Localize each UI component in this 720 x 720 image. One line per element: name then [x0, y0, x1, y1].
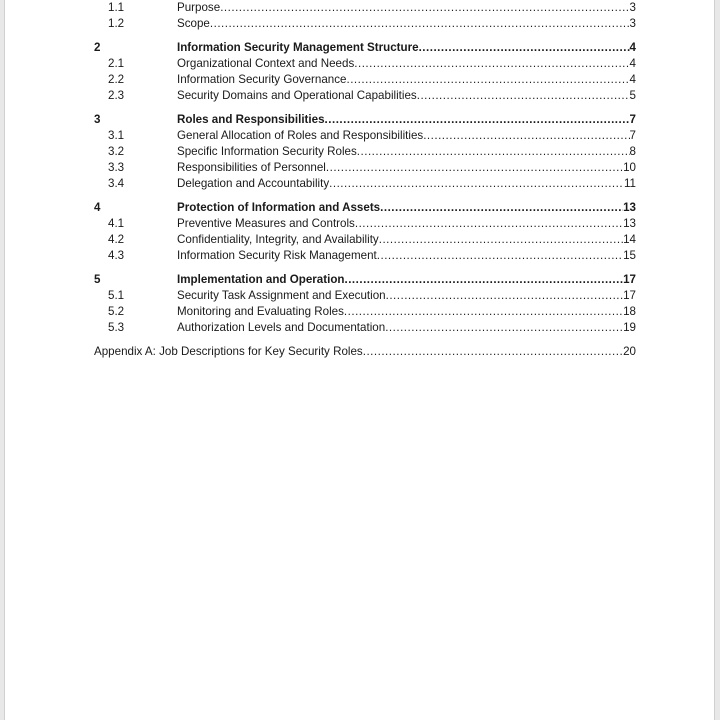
toc-dot-leader [326, 160, 623, 176]
toc-entry-number: 5.3 [108, 321, 125, 335]
toc-entry-title[interactable]: Security Task Assignment and Execution [177, 288, 386, 302]
toc-entry-page-number[interactable]: 3 [629, 1, 636, 14]
toc-dot-leader [355, 216, 623, 232]
toc-entry-number: 2.3 [108, 89, 125, 103]
toc-entry-page-number[interactable]: 4 [629, 56, 636, 70]
toc-entry-3-4[interactable] [91, 176, 636, 192]
toc-entry-page-number[interactable]: 4 [629, 40, 636, 54]
toc-entry-title[interactable]: Monitoring and Evaluating Roles [177, 304, 344, 318]
toc-entry-number: 4.1 [108, 216, 125, 230]
toc-entry-4-3[interactable] [91, 248, 636, 264]
toc-entry-title[interactable]: Protection of Information and Assets [177, 200, 381, 214]
toc-entry-title[interactable]: Roles and Responsibilities [177, 112, 325, 126]
toc-entry-page-number[interactable]: 7 [629, 112, 636, 126]
toc-dot-leader [344, 272, 623, 288]
toc-entry-number: 2 [94, 40, 101, 54]
toc-entry-5-2[interactable] [91, 304, 636, 320]
toc-entry-1-1[interactable] [91, 0, 636, 16]
toc-entry-number: 1.1 [108, 1, 125, 14]
toc-entry-number: 3 [94, 112, 101, 126]
toc-entry-number: 5 [94, 272, 101, 286]
toc-entry-line [177, 0, 636, 16]
toc-entry-page-number[interactable]: 19 [623, 321, 636, 335]
toc-dot-leader [380, 200, 623, 216]
toc-group-gap [91, 32, 636, 39]
toc-entry-number: 3.2 [108, 144, 125, 158]
toc-entry-title[interactable]: Information Security Management Structure [177, 40, 419, 54]
toc-entry-title[interactable]: Authorization Levels and Documentation [177, 321, 386, 335]
toc-entry-page-number[interactable]: 5 [629, 89, 636, 103]
toc-group-gap [91, 192, 636, 199]
toc-entry-line [177, 56, 636, 72]
toc-entry-4[interactable] [91, 200, 636, 216]
toc-dot-leader [357, 144, 630, 160]
toc-entry-line [177, 200, 636, 216]
toc-entry-line [177, 304, 636, 320]
toc-entry-line [177, 232, 636, 248]
toc-entry-title[interactable]: Specific Information Security Roles [177, 144, 357, 158]
toc-entry-page-number[interactable]: 13 [623, 200, 636, 214]
toc-entry-title[interactable]: Information Security Risk Management [177, 249, 377, 263]
toc-entry-page-number[interactable]: 14 [623, 233, 636, 246]
toc-entry-line [177, 216, 636, 232]
toc-entry-line [177, 40, 636, 56]
toc-dot-leader [385, 320, 623, 336]
toc-entry-page-number[interactable]: 10 [623, 161, 636, 175]
toc-entry-page-number[interactable]: 13 [623, 216, 636, 230]
toc-entry-page-number[interactable]: 8 [629, 144, 636, 158]
toc-dot-leader [377, 248, 623, 264]
toc-entry-appendix[interactable] [91, 344, 636, 360]
toc-entry-title[interactable]: Delegation and Accountability [177, 177, 330, 191]
toc-entry-page-number[interactable]: 7 [629, 128, 636, 142]
toc-entry-page-number[interactable]: 17 [623, 288, 636, 302]
toc-entry-5-3[interactable] [91, 320, 636, 336]
document-page [4, 0, 715, 720]
toc-entry-page-number[interactable]: 11 [623, 177, 636, 191]
toc-group-gap [91, 104, 636, 111]
toc-entry-line [177, 112, 636, 128]
toc-entry-line [177, 272, 636, 288]
toc-entry-line [177, 128, 636, 144]
toc-entry-3[interactable] [91, 112, 636, 128]
toc-entry-line [177, 160, 636, 176]
toc-dot-leader [423, 128, 629, 144]
toc-entry-line [177, 144, 636, 160]
toc-entry-page-number[interactable]: 17 [623, 272, 636, 286]
toc-entry-4-1[interactable] [91, 216, 636, 232]
toc-dot-leader [379, 232, 623, 248]
toc-entry-page-number[interactable]: 20 [623, 344, 636, 358]
toc-dot-leader [363, 344, 623, 360]
toc-entry-line [177, 16, 636, 32]
toc-entry-2-1[interactable] [91, 56, 636, 72]
toc-group-gap [91, 264, 636, 271]
toc-entry-2[interactable] [91, 40, 636, 56]
toc-entry-line [177, 176, 636, 192]
toc-dot-leader [329, 176, 624, 192]
toc-entry-title[interactable]: Purpose [177, 1, 221, 14]
toc-entry-line [177, 248, 636, 264]
toc-dot-leader [220, 0, 629, 16]
toc-entry-3-3[interactable] [91, 160, 636, 176]
toc-entry-number: 4.2 [108, 233, 125, 246]
toc-dot-leader [346, 72, 629, 88]
toc-entry-page-number[interactable]: 4 [629, 72, 636, 86]
toc-entry-title[interactable]: Appendix A: Job Descriptions for Key Security Roles [94, 344, 363, 358]
toc-entry-title[interactable]: Responsibilities of Personnel [177, 161, 326, 175]
toc-dot-leader [354, 56, 629, 72]
toc-entry-number: 2.2 [108, 72, 125, 86]
toc-dot-leader [344, 304, 623, 320]
toc-entry-2-3[interactable] [91, 88, 636, 104]
toc-entry-line [94, 344, 636, 360]
toc-entry-number: 1.2 [108, 17, 125, 31]
toc-dot-leader [417, 88, 630, 104]
toc-entry-number: 4.3 [108, 249, 125, 263]
toc-entry-title[interactable]: Information Security Governance [177, 72, 347, 86]
toc-dot-leader [386, 288, 624, 304]
toc-entry-title[interactable]: Preventive Measures and Controls [177, 216, 355, 230]
toc-entry-title[interactable]: Scope [177, 17, 210, 31]
toc-entry-number: 3.4 [108, 177, 125, 191]
toc-entry-5[interactable] [91, 272, 636, 288]
toc-entry-2-2[interactable] [91, 72, 636, 88]
toc-entry-1-2[interactable] [91, 16, 636, 32]
toc-entry-line [177, 88, 636, 104]
toc-entry-number: 3.1 [108, 128, 125, 142]
table-of-contents [91, 0, 636, 360]
toc-entry-5-1[interactable] [91, 288, 636, 304]
toc-entry-line [177, 288, 636, 304]
toc-entry-title[interactable]: General Allocation of Roles and Responsibilities [177, 128, 424, 142]
toc-entry-4-2[interactable] [91, 232, 636, 248]
toc-entry-3-1[interactable] [91, 128, 636, 144]
toc-entry-title[interactable]: Implementation and Operation [177, 272, 345, 286]
toc-entry-page-number[interactable]: 3 [629, 17, 636, 31]
toc-entry-page-number[interactable]: 15 [623, 249, 636, 263]
toc-dot-leader [210, 16, 630, 32]
toc-entry-title[interactable]: Confidentiality, Integrity, and Availability [177, 233, 379, 246]
toc-entry-number: 3.3 [108, 161, 125, 175]
toc-entry-number: 5.2 [108, 304, 125, 318]
toc-dot-leader [325, 112, 630, 128]
toc-entry-line [177, 320, 636, 336]
toc-entry-3-2[interactable] [91, 144, 636, 160]
toc-entry-title[interactable]: Organizational Context and Needs [177, 56, 355, 70]
toc-entry-title[interactable]: Security Domains and Operational Capabilities [177, 89, 417, 103]
toc-entry-number: 2.1 [108, 56, 125, 70]
toc-group-gap [91, 336, 636, 343]
toc-entry-number: 5.1 [108, 288, 125, 302]
toc-dot-leader [419, 40, 630, 56]
toc-entry-page-number[interactable]: 18 [623, 304, 636, 318]
toc-entry-line [177, 72, 636, 88]
toc-entry-number: 4 [94, 200, 101, 214]
